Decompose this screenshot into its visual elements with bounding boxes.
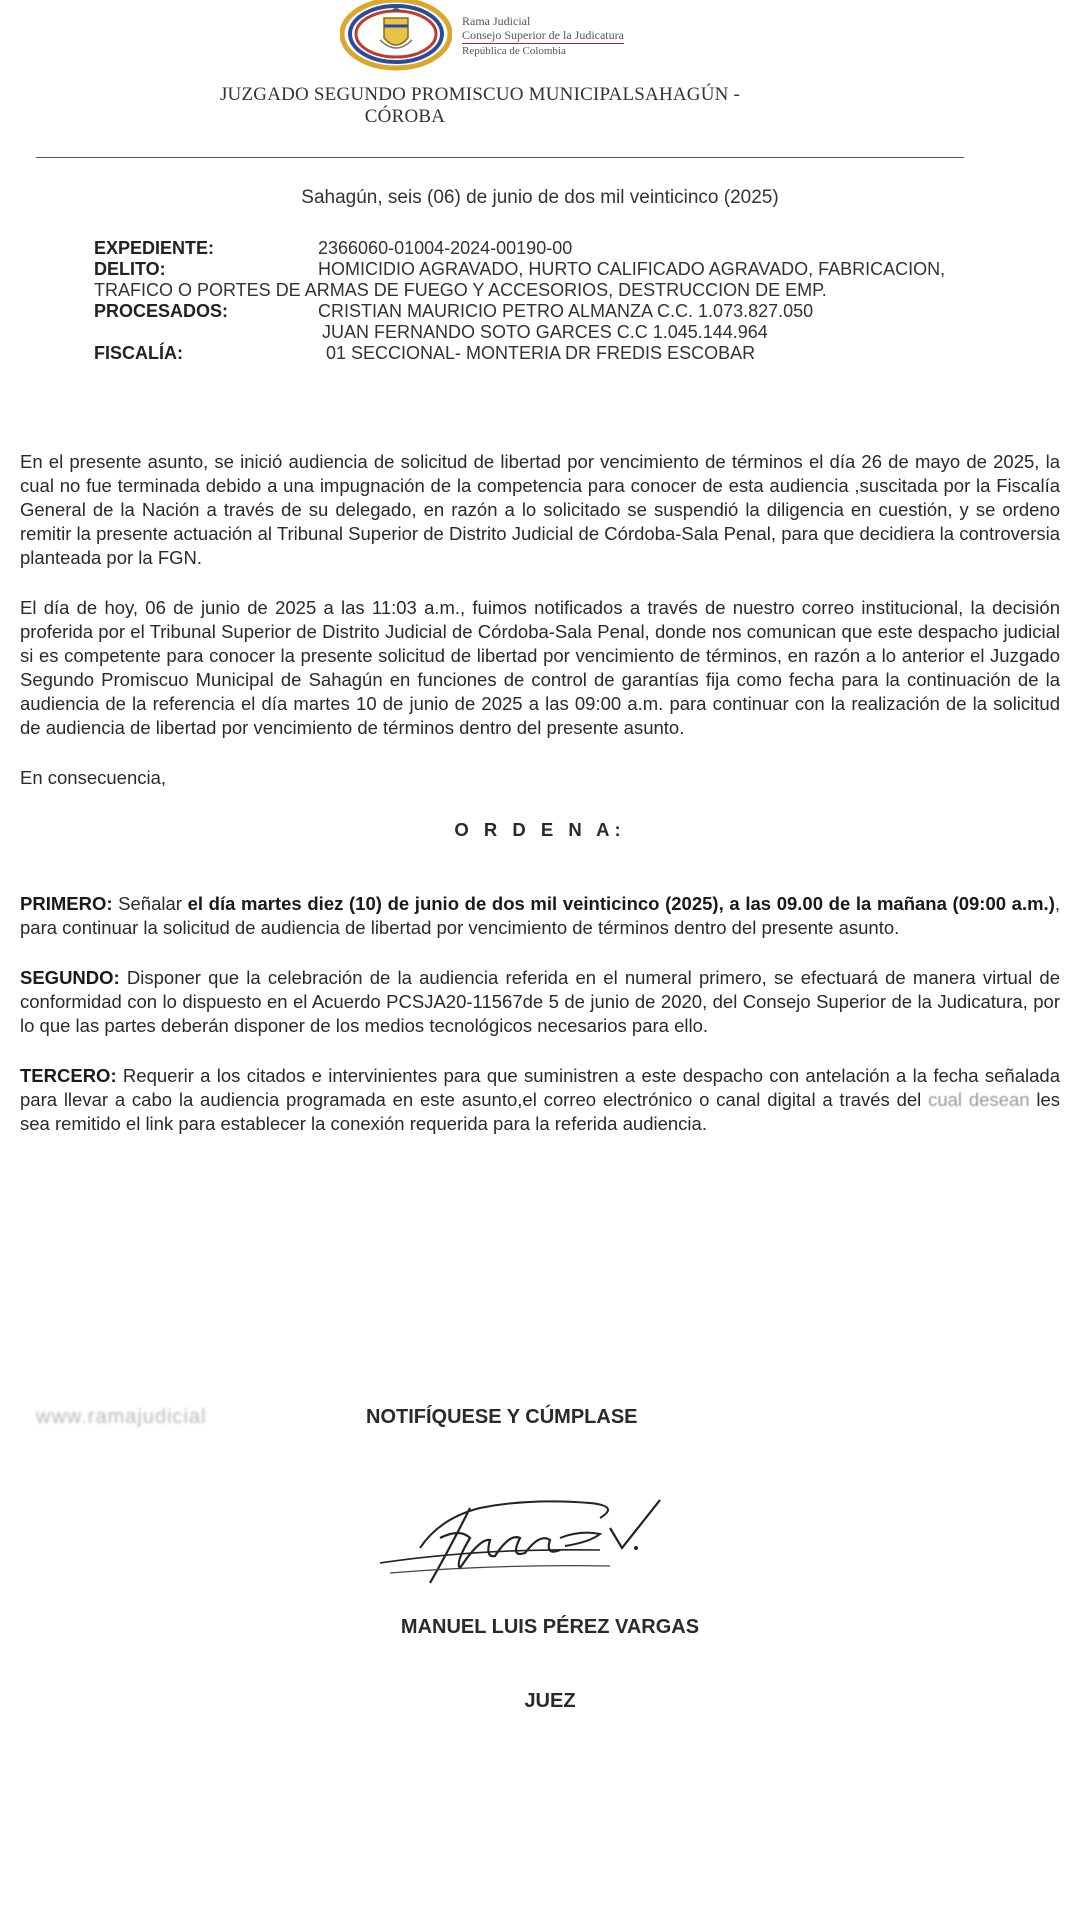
fiscalia-value: 01 SECCIONAL- MONTERIA DR FREDIS ESCOBAR bbox=[326, 343, 756, 363]
fiscalia-label: FISCALÍA: bbox=[94, 343, 183, 363]
letterhead-line-3: República de Colombia bbox=[462, 45, 566, 57]
paragraph-consequence: En consecuencia, bbox=[20, 767, 167, 788]
tercero-text: Requerir a los citados e intervinientes para que suministren a este despacho con antelación a la fecha señalada para llevar a cabo la audiencia programada en este asunto,el correo electrónico o canal digital a través del bbox=[20, 1065, 1060, 1110]
blurred-stamp: www.ramajudicial bbox=[36, 1406, 207, 1428]
tercero-end: les sea remitido el link para establecer la conexión requerida para la referida audiencia. bbox=[20, 1089, 1060, 1134]
segundo-label: SEGUNDO: bbox=[20, 967, 120, 988]
document-body bbox=[20, 450, 1060, 1162]
primero-pre: Señalar bbox=[112, 893, 188, 914]
judge-signature bbox=[360, 1478, 750, 1598]
procesado-2: JUAN FERNANDO SOTO GARCES C.C 1.045.144.964 bbox=[322, 322, 768, 342]
court-name-line-1: JUZGADO SEGUNDO PROMISCUO MUNICIPALSAHAGÚN - bbox=[219, 84, 741, 105]
tercero-label: TERCERO: bbox=[20, 1065, 117, 1086]
document-date: Sahagún, seis (06) de junio de dos mil veinticinco (2025) bbox=[301, 187, 779, 208]
expediente-row bbox=[94, 238, 1074, 259]
delito-value: HOMICIDIO AGRAVADO, HURTO CALIFICADO AGRAVADO, FABRICACION, bbox=[318, 259, 946, 279]
letterhead-line-2: Consejo Superior de la Judicatura bbox=[462, 28, 624, 42]
judge-role: JUEZ bbox=[524, 1690, 576, 1712]
procesado-1: CRISTIAN MAURICIO PETRO ALMANZA C.C. 1.073.827.050 bbox=[318, 301, 814, 321]
procesados-row bbox=[94, 301, 1074, 322]
delito-label: DELITO: bbox=[94, 259, 166, 279]
delito-continuation-row bbox=[94, 280, 1074, 301]
paragraph-notification: El día de hoy, 06 de junio de 2025 a las 11:03 a.m., fuimos notificados a través de nuestro correo institucional, la decisión proferida por el Tribunal Superior de Distrito Judicial de Córdoba-Sala Penal, donde nos comunican que este despacho judicial si es competente para conocer la presente solicitud de libertad por vencimiento de términos, en razón a lo anterior el Juzgado Segundo Promiscuo Municipal de Sahagún en funciones de control de garantías fija como fecha para la continuación de la audiencia de la referencia el día martes 10 de junio de 2025 a las 09:00 a.m. para continuar con la realización de la solicitud de audiencia de libertad por vencimiento de términos dentro del presente asunto. bbox=[20, 597, 1060, 738]
tercero-faded-text: cual desean bbox=[928, 1089, 1030, 1110]
order-tercero bbox=[20, 1064, 1060, 1136]
letterhead-line-1: Rama Judicial bbox=[462, 14, 531, 28]
expediente-value: 2366060-01004-2024-00190-00 bbox=[318, 238, 573, 258]
primero-date: el día martes diez (10) de junio de dos mil veinticinco (2025), a las 09.00 de la mañana (09:00 a.m.) bbox=[187, 893, 1055, 914]
order-segundo bbox=[20, 966, 1060, 1038]
expediente-label: EXPEDIENTE: bbox=[94, 238, 215, 258]
colombia-coat-of-arms-seal bbox=[340, 0, 452, 80]
segundo-text: Disponer que la celebración de la audiencia referida en el numeral primero, se efectuará de manera virtual de conformidad con lo dispuesto en el Acuerdo PCSJA20-11567de 5 de junio de 2020, del Consejo Superior de la Judicatura, por lo que las partes deberán disponer de los medios tecnológicos necesarios para ello. bbox=[20, 967, 1060, 1036]
procesado-2-row bbox=[94, 322, 1074, 343]
header-divider bbox=[36, 157, 964, 158]
primero-post: , para continuar la solicitud de audiencia de libertad por vencimiento de términos dentro del presente asunto. bbox=[20, 893, 1060, 938]
court-name bbox=[120, 84, 840, 128]
letterhead bbox=[340, 0, 760, 84]
court-name-line-2: CÓROBA bbox=[364, 106, 446, 127]
primero-label: PRIMERO: bbox=[20, 893, 113, 914]
order-primero bbox=[20, 892, 1060, 940]
procesados-label: PROCESADOS: bbox=[94, 301, 229, 321]
ordena-heading: O R D E N A: bbox=[454, 819, 626, 840]
delito-row bbox=[94, 259, 1074, 280]
paragraph-background: En el presente asunto, se inició audiencia de solicitud de libertad por vencimiento de términos el día 26 de mayo de 2025, la cual no fue terminada debido a una impugnación de la competencia para conocer de esta audiencia ,suscitada por la Fiscalía General de la Nación a través de su delegado, en razón a lo solicitado se suspendió la diligencia en cuestión, y se ordeno remitir la presente actuación al Tribunal Superior de Distrito Judicial de Córdoba-Sala Penal, para que decidiera la controversia planteada por la FGN. bbox=[20, 451, 1060, 568]
fiscalia-row bbox=[94, 343, 1074, 364]
judge-name: MANUEL LUIS PÉREZ VARGAS bbox=[400, 1616, 700, 1638]
delito-continuation: TRAFICO O PORTES DE ARMAS DE FUEGO Y ACCESORIOS, DESTRUCCION DE EMP. bbox=[94, 280, 827, 300]
case-header bbox=[94, 238, 1074, 364]
letterhead-text bbox=[462, 14, 624, 58]
closing-formula: NOTIFÍQUESE Y CÚMPLASE bbox=[366, 1406, 638, 1428]
